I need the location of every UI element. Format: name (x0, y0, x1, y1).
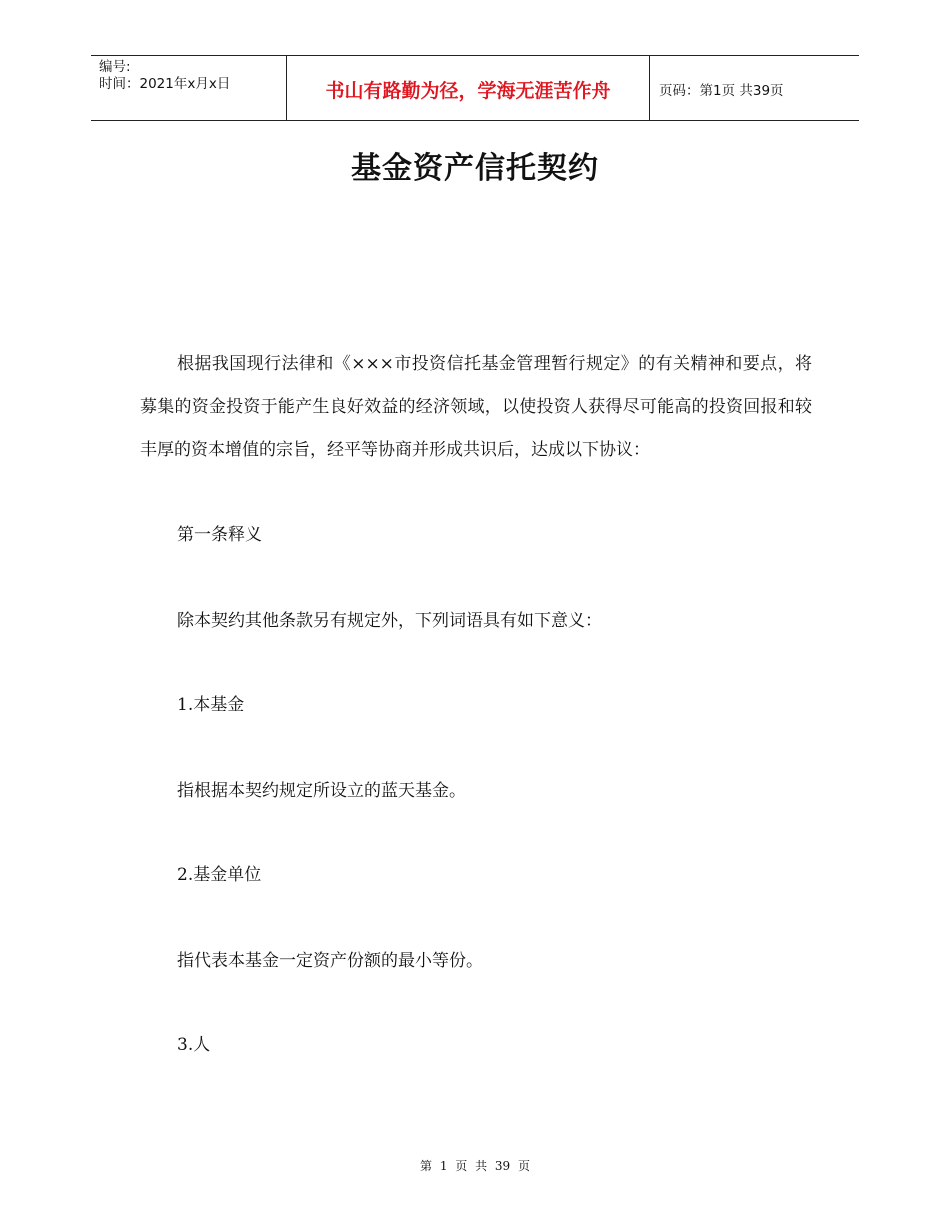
document-header (91, 55, 859, 121)
page-footer: 第 1 页 共 39 页 (420, 1159, 530, 1173)
definition-text: 指代表本基金一定资产份额的最小等份。 (177, 951, 483, 971)
document-title: 基金资产信托契约 (351, 151, 599, 186)
article-heading: 第一条释义 (177, 525, 262, 545)
definition-text: 指根据本契约规定所设立的蓝天基金。 (177, 781, 466, 801)
body-line: 除本契约其他条款另有规定外，下列词语具有如下意义： (177, 611, 602, 631)
document-date-label: 时间：2021年x月x日 (99, 76, 231, 92)
document-number-label: 编号: (99, 59, 131, 75)
header-page-info: 页码：第1页 共39页 (659, 83, 784, 99)
header-meta-cell (91, 56, 287, 120)
definition-term: 2.基金单位 (177, 865, 262, 885)
definition-term: 1.本基金 (177, 695, 245, 715)
intro-paragraph: 根据我国现行法律和《×××市投资信托基金管理暂行规定》的有关精神和要点，将募集的资金投资于能产生良好效益的经济领域，以使投资人获得尽可能高的投资回报和较丰厚的资本增值的宗旨，经平等协商并形成共识后，达成以下协议： (140, 354, 812, 460)
header-motto: 书山有路勤为径，学海无涯苦作舟 (287, 56, 650, 120)
definition-term: 3.人 (177, 1035, 211, 1055)
